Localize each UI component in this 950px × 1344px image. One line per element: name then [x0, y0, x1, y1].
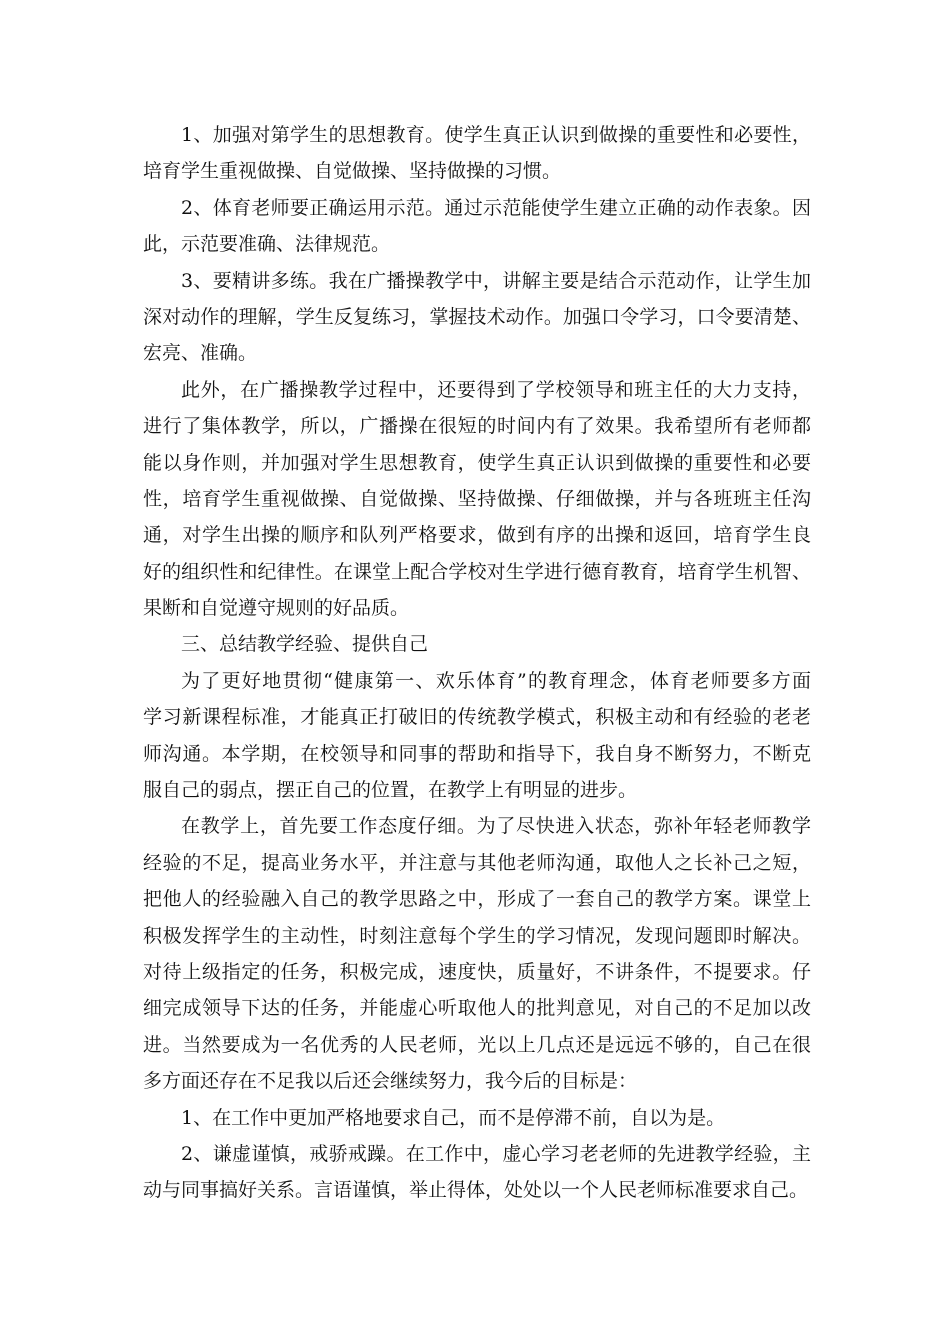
- text-line: 此，示范要准确、法律规范。: [143, 233, 391, 256]
- text-line: 此外，在广播操教学过程中，还要得到了学校领导和班主任的大力支持，: [181, 378, 811, 401]
- text-line: 1、在工作中更加严格地要求自己，而不是停滞不前，自以为是。: [181, 1106, 726, 1129]
- text-line: 动与同事搞好关系。言语谨慎，举止得体，处处以一个人民老师标准要求自己。: [143, 1179, 809, 1202]
- section-heading-text: 三、总结教学经验、提供自己: [181, 633, 429, 656]
- text-line: 培育学生重视做操、自觉做操、坚持做操的习惯。: [143, 160, 562, 183]
- text-line: 1、加强对第学生的思想教育。使学生真正认识到做操的重要性和必要性，: [181, 124, 811, 146]
- text-line: 对待上级指定的任务，积极完成，速度快，质量好，不讲条件，不提要求。仔: [143, 960, 811, 983]
- text-line: 2、谦虚谨慎，戒骄戒躁。在工作中，虚心学习老老师的先进教学经验，主: [181, 1142, 811, 1165]
- paragraph-item-1: [143, 117, 811, 190]
- text-line: 性，培育学生重视做操、自觉做操、坚持做操、仔细做操，并与各班班主任沟: [143, 487, 811, 510]
- text-line: 通，对学生出操的顺序和队列严格要求，做到有序的出操和返回，培育学生良: [143, 524, 811, 547]
- paragraph-item-6: [143, 663, 811, 809]
- text-line: 细完成领导下达的任务，并能虚心听取他人的批判意见，对自己的不足加以改: [143, 997, 811, 1020]
- text-line: 师沟通。本学期，在校领导和同事的帮助和指导下，我自身不断努力，不断克: [143, 742, 811, 765]
- text-line: 宏亮、准确。: [143, 342, 258, 365]
- paragraph-item-8: [143, 1100, 811, 1136]
- text-line: 3、要精讲多练。我在广播操教学中，讲解主要是结合示范动作，让学生加: [181, 269, 811, 292]
- text-line: 深对动作的理解，学生反复练习，掌握技术动作。加强口令学习，口令要清楚、: [143, 305, 811, 328]
- paragraph-item-9: [143, 1136, 811, 1209]
- paragraph-item-4: [143, 372, 811, 627]
- text-line: 进。当然要成为一名优秀的人民老师，光以上几点还是远远不够的，自己在很: [143, 1033, 811, 1056]
- text-line: 能以身作则，并加强对学生思想教育，使学生真正认识到做操的重要性和必要: [143, 451, 811, 474]
- text-line: 把他人的经验融入自己的教学思路之中，形成了一套自己的教学方案。课堂上: [143, 888, 811, 911]
- text-line: 经验的不足，提高业务水平，并注意与其他老师沟通，取他人之长补己之短，: [143, 851, 811, 874]
- text-line: 积极发挥学生的主动性，时刻注意每个学生的学习情况，发现问题即时解决。: [143, 924, 811, 947]
- paragraph-item-3: [143, 263, 811, 372]
- text-line: 学习新课程标准，才能真正打破旧的传统教学模式，积极主动和有经验的老老: [143, 706, 811, 729]
- text-line: 2、体育老师要正确运用示范。通过示范能使学生建立正确的动作表象。因: [181, 196, 811, 219]
- text-line: 进行了集体教学，所以，广播操在很短的时间内有了效果。我希望所有老师都: [143, 415, 811, 438]
- document-body: [143, 117, 811, 1209]
- text-line: 果断和自觉遵守规则的好品质。: [143, 597, 410, 620]
- text-line: 服自己的弱点，摆正自己的位置，在教学上有明显的进步。: [143, 779, 638, 802]
- text-line: 多方面还存在不足我以后还会继续努力，我今后的目标是：: [143, 1070, 638, 1093]
- paragraph-item-2: [143, 190, 811, 263]
- text-line: 为了更好地贯彻“健康第一、欢乐体育”的教育理念，体育老师要多方面: [181, 669, 811, 692]
- paragraph-item-7: [143, 808, 811, 1099]
- text-line: 在教学上，首先要工作态度仔细。为了尽快进入状态，弥补年轻老师教学: [181, 815, 811, 838]
- text-line: 好的组织性和纪律性。在课堂上配合学校对生学进行德育教育，培育学生机智、: [143, 560, 811, 583]
- section-heading: [143, 626, 811, 662]
